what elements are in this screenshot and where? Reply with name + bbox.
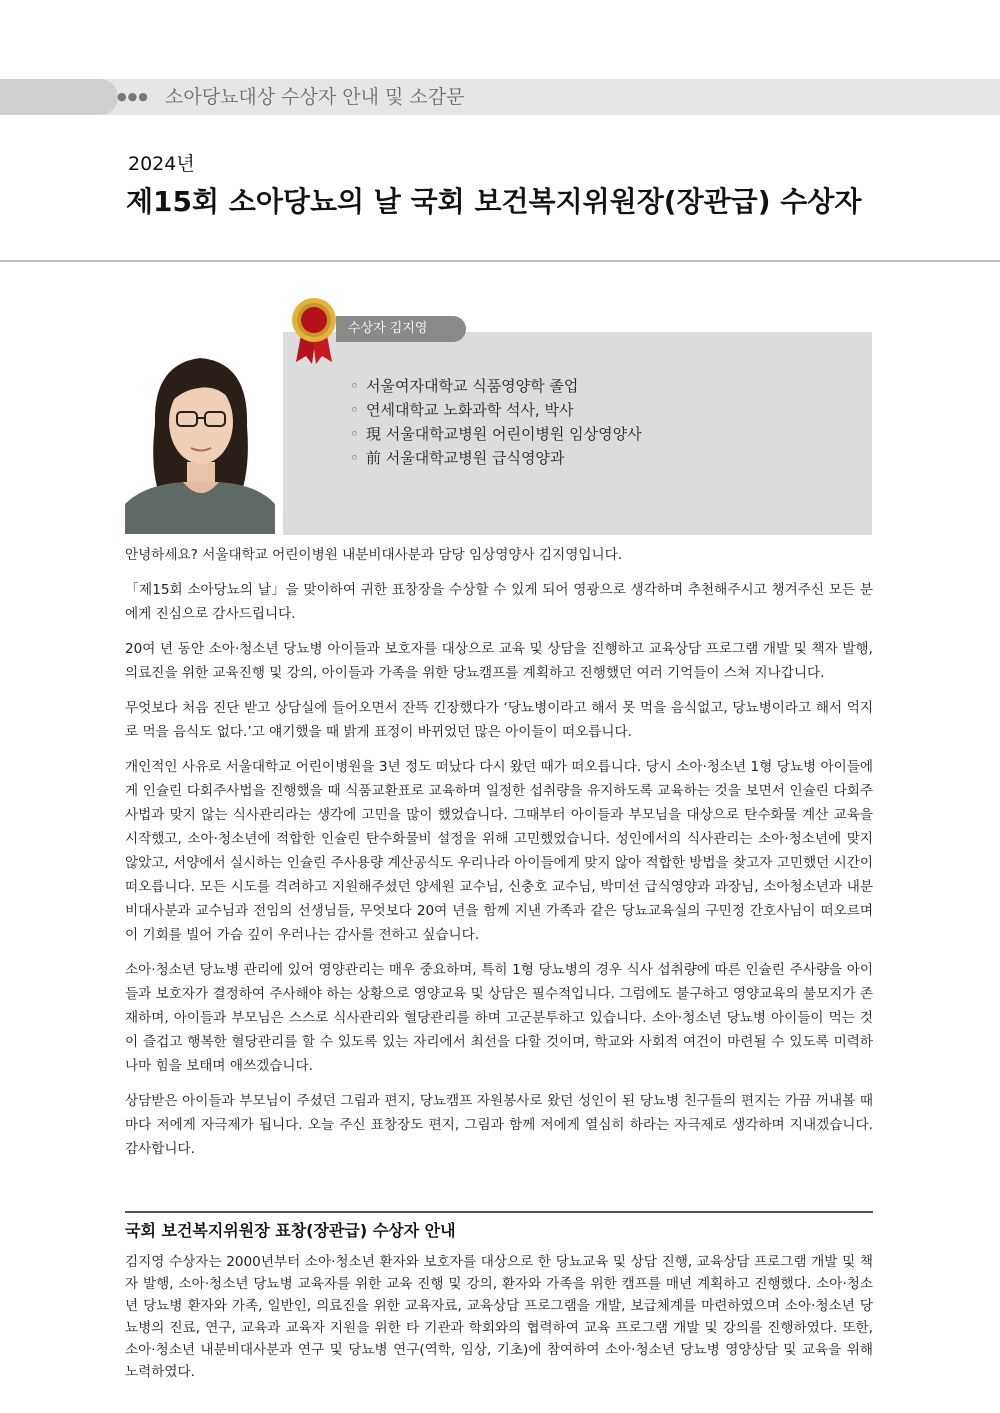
- medal-icon: [288, 296, 340, 366]
- bullet-icon: ◦: [350, 377, 359, 395]
- speech-paragraph: 무엇보다 처음 진단 받고 상담실에 들어오면서 잔뜩 긴장했다가 ‘당뇨병이라고 해서 못 먹을 음식없고, 당뇨병이라고 해서 억지로 먹을 음식도 없다.’고 얘기했을 때 밝게 표정이 바뀌었던 많은 아이들이 떠오릅니다.: [125, 700, 873, 740]
- portrait-illustration: [125, 344, 275, 534]
- page-title: 제15회 소아당뇨의 날 국회 보건복지위원장(장관급) 수상자: [126, 185, 862, 218]
- bullet-icon: ◦: [350, 449, 359, 467]
- bullet-icon: ◦: [350, 425, 359, 443]
- credential-item: ◦ 現 서울대학교병원 어린이병원 임상영양사: [350, 422, 642, 446]
- year-label: 2024년: [128, 153, 195, 175]
- header-band-tab: [0, 79, 118, 115]
- awardee-name-tag: 수상자 김지영: [336, 316, 466, 342]
- section-header-band: [0, 79, 1000, 115]
- speech-paragraph: 소아·청소년 당뇨병 관리에 있어 영양관리는 매우 중요하며, 특히 1형 당뇨병의 경우 식사 섭취량에 따른 인슐린 주사량을 아이들과 보호자가 결정하여 주사해야 하는 상황으로 영양교육 및 상담은 필수적입니다. 그럼에도 불구하고 영양교육의 불모지가 존재하며, 아이들과 부모님은 스스로 식사관리와 혈당관리를 하며 고군분투하고 있습니다. 소아·청소년 당뇨병 아이들이 먹는 것이 즐겁고 행복한 혈당관리를 할 수 있도록 있는 자리에서 최선을 다할 것이며, 학교와 사회적 여건이 마련될 수 있도록 미력하나마 힘을 보태며 애쓰겠습니다.: [125, 962, 873, 1074]
- speech-paragraph: 20여 년 동안 소아·청소년 당뇨병 아이들과 보호자를 대상으로 교육 및 상담을 진행하고 교육상담 프로그램 개발 및 책자 발행, 의료진을 위한 교육진행 및 강의, 아이들과 가족을 위한 당뇨캠프를 계획하고 진행했던 여러 기억들이 스쳐 지나갑니다.: [125, 641, 873, 681]
- dots-icon: ●●●: [117, 90, 149, 103]
- section-label: 소아당뇨대상 수상자 안내 및 소감문: [165, 86, 465, 108]
- notice-divider: [125, 1211, 873, 1213]
- speech-paragraph: 상담받은 아이들과 부모님이 주셨던 그림과 편지, 당뇨캠프 자원봉사로 왔던 성인이 된 당뇨병 친구들의 편지는 가끔 꺼내볼 때마다 저에게 자극제가 됩니다. 오늘 주신 표창장도 편지, 그림과 함께 저에게 열심히 하라는 자극제로 생각하며 지내겠습니다. 감사합니다.: [125, 1093, 873, 1157]
- title-divider: [0, 260, 1000, 262]
- credential-item: ◦ 연세대학교 노화과학 석사, 박사: [350, 398, 642, 422]
- notice-text: 김지영 수상자는 2000년부터 소아·청소년 환자와 보호자를 대상으로 한 당뇨교육 및 상담 진행, 교육상담 프로그램 개발 및 책자 발행, 소아·청소년 당뇨병 교육자를 위한 교육 진행 및 강의, 환자와 가족을 위한 캠프를 매년 계획하고 진행했다. 소아·청소년 당뇨병 환자와 가족, 일반인, 의료진을 위한 교육자료, 교육상담 프로그램을 개발, 보급체계를 마련하였으며 소아·청소년 당뇨병의 진료, 연구, 교육과 교육자 지원을 위한 타 기관과 학회와의 협력하여 교육 프로그램 개발 및 강의를 진행하였다. 또한, 소아·청소년 내분비대사분과 연구 및 당뇨병 연구(역학, 임상, 기초)에 참여하여 소아·청소년 당뇨병 영양상담 및 교육을 위해 노력하였다.: [125, 1254, 873, 1380]
- speech-body: [125, 543, 873, 1172]
- awardee-photo: [125, 344, 275, 534]
- speech-paragraph: 안녕하세요? 서울대학교 어린이병원 내분비대사분과 담당 임상영양사 김지영입니다.: [125, 547, 623, 563]
- bullet-icon: ◦: [350, 401, 359, 419]
- speech-paragraph: 개인적인 사유로 서울대학교 어린이병원을 3년 정도 떠났다 다시 왔던 때가 떠오릅니다. 당시 소아·청소년 1형 당뇨병 아이들에게 인슐린 다회주사법을 진행했을 때 식품교환표로 교육하며 일정한 섭취량을 유지하도록 교육하는 것을 보면서 인슐린 다회주사법과 맞지 않는 식사관리라는 생각에 고민을 많이 했었습니다. 그때부터 아이들과 부모님을 대상으로 탄수화물 계산 교육을 시작했고, 소아·청소년에 적합한 인슐린 탄수화물비 설정을 위해 고민했었습니다. 성인에서의 식사관리는 소아·청소년에 맞지 않았고, 서양에서 실시하는 인슐린 주사용량 계산공식도 우리나라 아이들에게 맞지 않아 적합한 방법을 찾고자 고민했던 시간이 떠오릅니다. 모든 시도를 격려하고 지원해주셨던 양세원 교수님, 신충호 교수님, 박미선 급식영양과 과장님, 소아청소년과 내분비대사분과 교수님과 전임의 선생님들, 무엇보다 20여 년을 함께 지낸 가족과 같은 당뇨교육실의 구민정 간호사님이 떠오르며 이 기회를 빌어 가슴 깊이 우러나는 감사를 전하고 싶습니다.: [125, 759, 873, 943]
- header-band-background: [0, 79, 1000, 115]
- credential-item: ◦ 서울여자대학교 식품영양학 졸업: [350, 374, 642, 398]
- speech-paragraph: 「제15회 소아당뇨의 날」을 맞이하여 귀한 표창장을 수상할 수 있게 되어 영광으로 생각하며 추천해주시고 챙겨주신 모든 분에게 진심으로 감사드립니다.: [125, 582, 873, 622]
- credential-item: ◦ 前 서울대학교병원 급식영양과: [350, 446, 642, 470]
- notice-title: 국회 보건복지위원장 표창(장관급) 수상자 안내: [125, 1221, 456, 1240]
- credentials-list: [350, 374, 642, 470]
